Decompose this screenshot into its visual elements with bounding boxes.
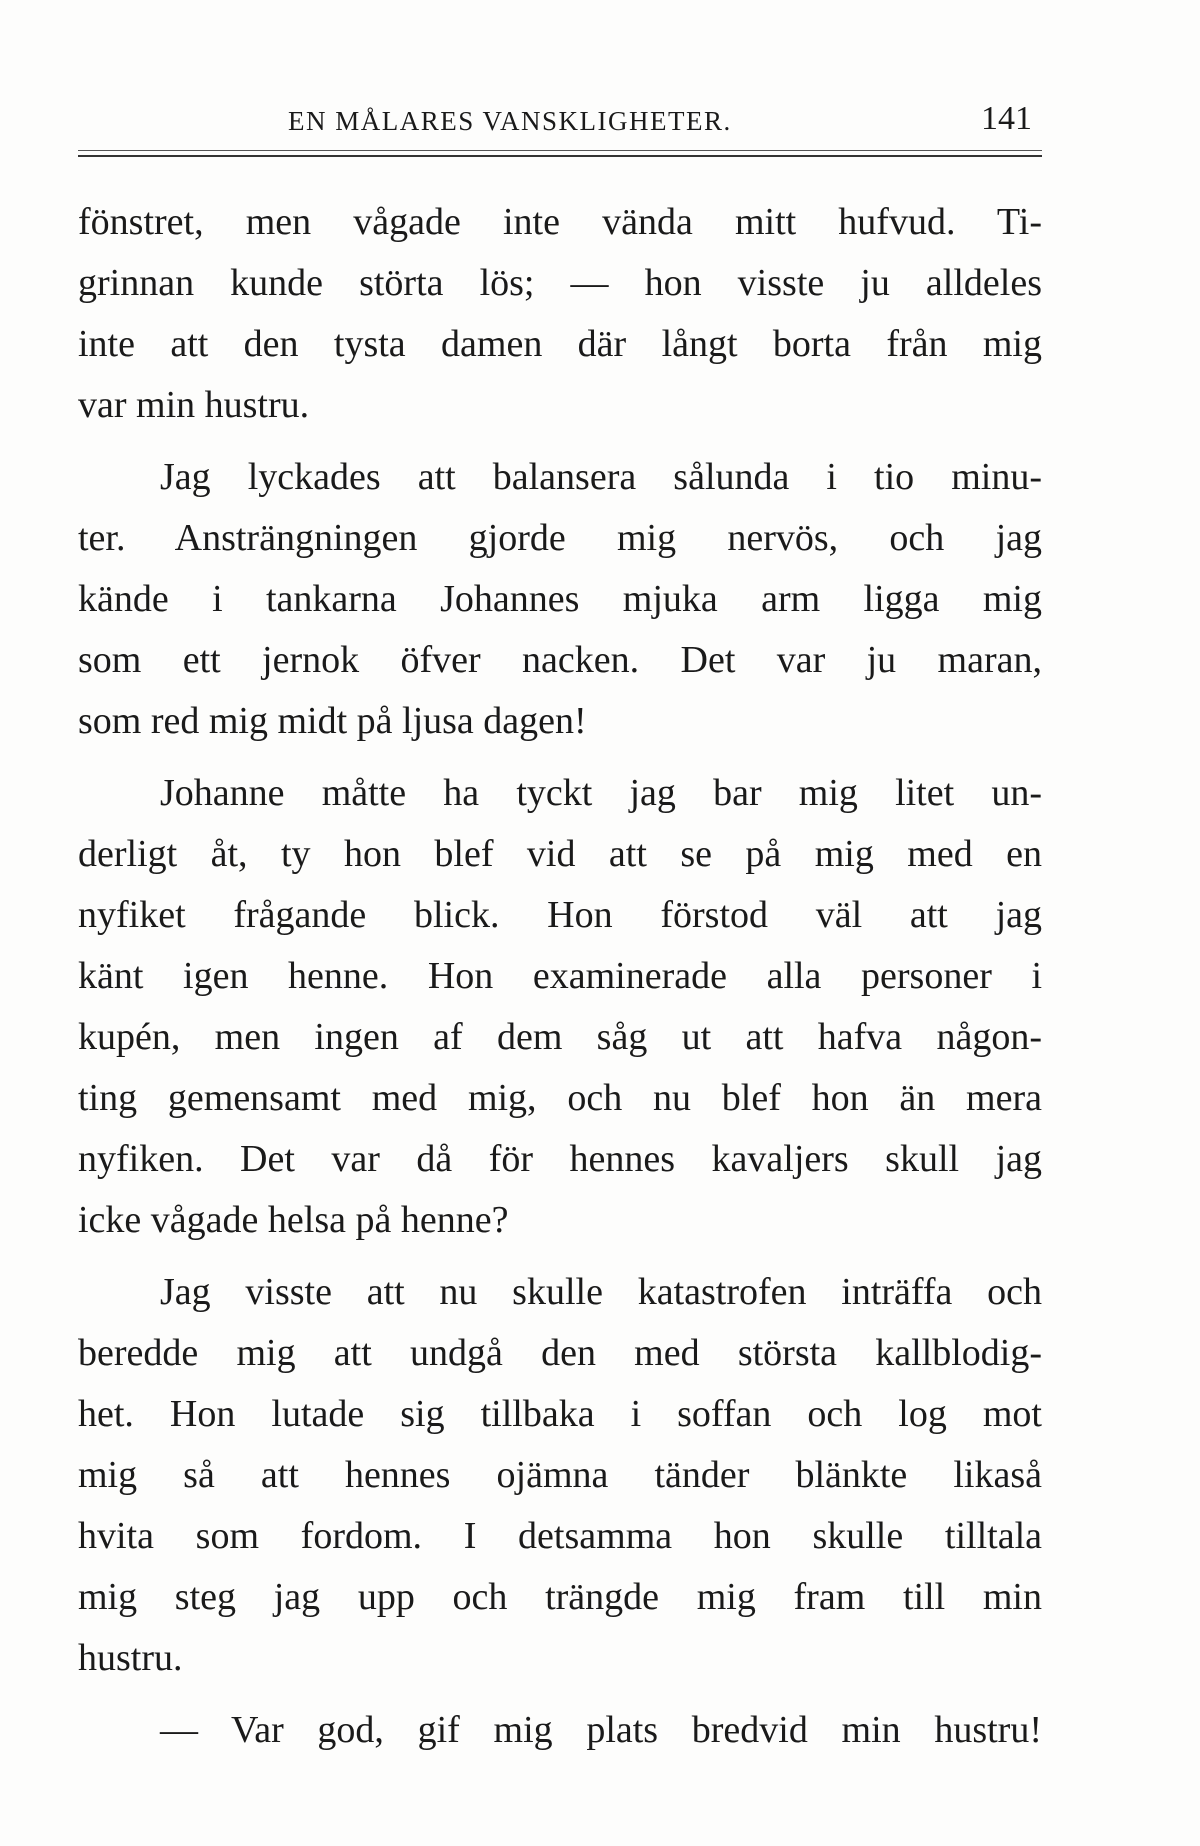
text-line: Jag lyckades att balansera sålunda i tio minu- <box>160 456 1042 498</box>
page-number: 141 <box>981 100 1032 137</box>
paragraph-gap <box>78 436 1042 447</box>
text-line: kupén, men ingen af dem såg ut att hafva någon- <box>78 1016 1042 1058</box>
text-line: var min hustru. <box>78 384 310 426</box>
text-line: inte att den tysta damen där långt borta från mig <box>78 323 1042 365</box>
text-line: grinnan kunde störta lös; — hon visste ju alldeles <box>78 262 1042 304</box>
text-line: icke vågade helsa på henne? <box>78 1199 509 1241</box>
text-line: fönstret, men vågade inte vända mitt hufvud. Ti- <box>78 201 1042 243</box>
text-line: kände i tankarna Johannes mjuka arm ligga mig <box>78 578 1042 620</box>
text-line: känt igen henne. Hon examinerade alla personer i <box>78 955 1042 997</box>
text-line: — Var god, gif mig plats bredvid min hustru! <box>160 1709 1042 1751</box>
header-rule-thick <box>78 155 1042 157</box>
text-line: hustru. <box>78 1637 183 1679</box>
header-rule-thin <box>78 150 1042 151</box>
paragraph-gap <box>78 752 1042 763</box>
text-line: mig så att hennes ojämna tänder blänkte likaså <box>78 1454 1042 1496</box>
paragraph <box>78 447 1042 752</box>
text-line: beredde mig att undgå den med största kallblodig- <box>78 1332 1042 1374</box>
body-text <box>78 192 1042 1761</box>
paragraph <box>78 1262 1042 1689</box>
text-line: het. Hon lutade sig tillbaka i soffan och log mot <box>78 1393 1042 1435</box>
paragraph <box>78 1700 1042 1761</box>
paragraph <box>78 192 1042 436</box>
text-line: nyfiket frågande blick. Hon förstod väl att jag <box>78 894 1042 936</box>
paragraph-gap <box>78 1689 1042 1700</box>
text-line: derligt åt, ty hon blef vid att se på mig med en <box>78 833 1042 875</box>
text-line: nyfiken. Det var då för hennes kavaljers skull jag <box>78 1138 1042 1180</box>
page-header <box>78 100 1042 140</box>
running-title: EN MÅLARES VANSKLIGHETER. <box>288 106 732 136</box>
text-line: Johanne måtte ha tyckt jag bar mig litet un- <box>160 772 1042 814</box>
text-line: som ett jernok öfver nacken. Det var ju maran, <box>78 639 1042 681</box>
text-line: hvita som fordom. I detsamma hon skulle tilltala <box>78 1515 1042 1557</box>
text-line: som red mig midt på ljusa dagen! <box>78 700 587 742</box>
text-line: ter. Ansträngningen gjorde mig nervös, och jag <box>78 517 1042 559</box>
text-line: ting gemensamt med mig, och nu blef hon än mera <box>78 1077 1042 1119</box>
text-line: Jag visste att nu skulle katastrofen inträffa och <box>160 1271 1042 1313</box>
text-line: mig steg jag upp och trängde mig fram till min <box>78 1576 1042 1618</box>
paragraph-gap <box>78 1251 1042 1262</box>
paragraph <box>78 763 1042 1251</box>
